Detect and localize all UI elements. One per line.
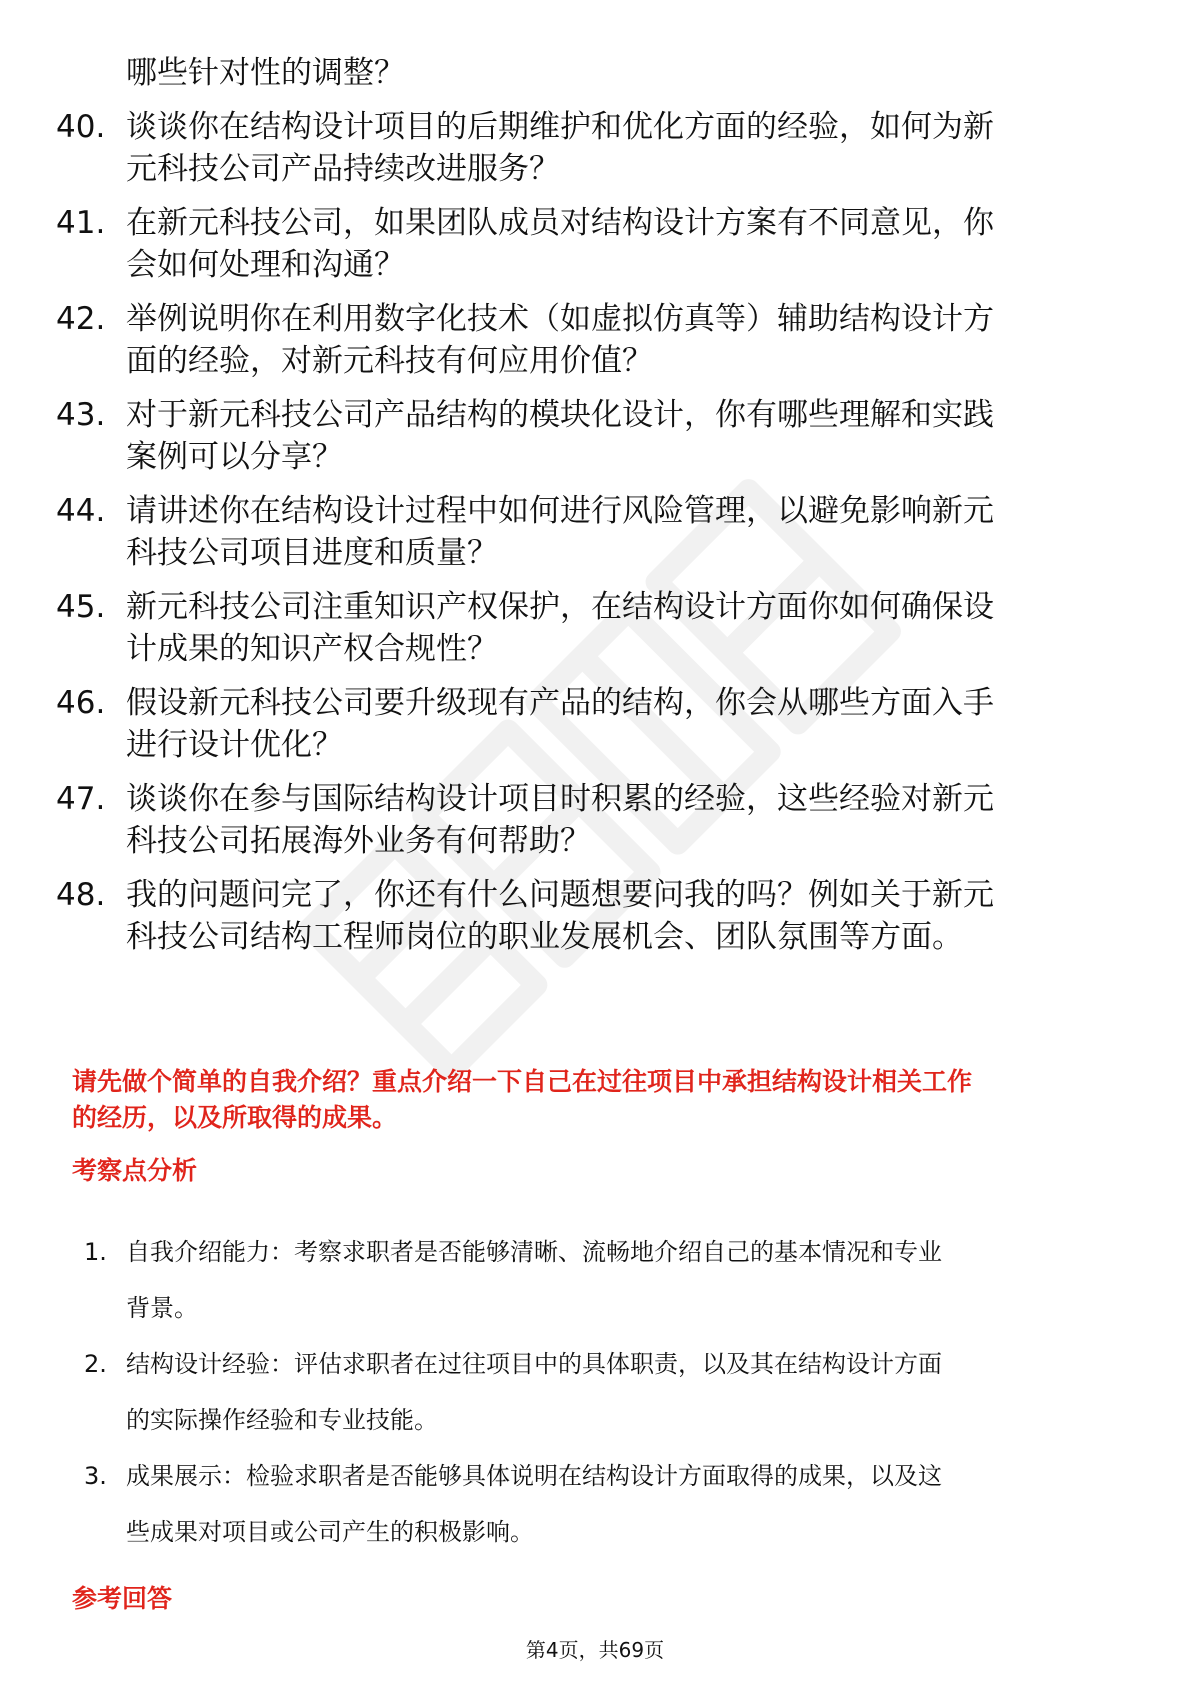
question-text: 谈谈你在结构设计项目的后期维护和优化方面的经验，如何为新 元科技公司产品持续改进服务？ xyxy=(126,109,994,187)
question-text: 假设新元科技公司要升级现有产品的结构，你会从哪些方面入手 进行设计优化？ xyxy=(126,685,994,763)
page-footer: 第4页，共69页 xyxy=(525,1638,665,1662)
question-number: 48. xyxy=(56,877,106,913)
question-text: 请讲述你在结构设计过程中如何进行风险管理，以避免影响新元 科技公司项目进度和质量？ xyxy=(126,493,994,571)
question-text: 新元科技公司注重知识产权保护，在结构设计方面你如何确保设 计成果的知识产权合规性？ xyxy=(126,589,994,667)
reference-answer-heading: 参考回答 xyxy=(72,1584,173,1613)
question-number: 44. xyxy=(56,493,106,529)
question-text: 举例说明你在利用数字化技术（如虚拟仿真等）辅助结构设计方 面的经验，对新元科技有何应用价值？ xyxy=(126,301,994,379)
analysis-text: 结构设计经验：评估求职者在过往项目中的具体职责，以及其在结构设计方面 的实际操作经验和专业技能。 xyxy=(126,1350,942,1434)
question-text: 谈谈你在参与国际结构设计项目时积累的经验，这些经验对新元 科技公司拓展海外业务有何帮助？ xyxy=(126,781,994,859)
question-number: 42. xyxy=(56,301,106,337)
question-number: 47. xyxy=(56,781,106,817)
question-number: 43. xyxy=(56,397,106,433)
analysis-number: 1. xyxy=(84,1238,107,1266)
continuation-text: 哪些针对性的调整？ xyxy=(126,55,405,91)
question-text: 对于新元科技公司产品结构的模块化设计，你有哪些理解和实践 案例可以分享？ xyxy=(126,397,994,475)
question-number: 45. xyxy=(56,589,106,625)
question-number: 40. xyxy=(56,109,106,145)
featured-question: 请先做个简单的自我介绍？重点介绍一下自己在过往项目中承担结构设计相关工作 的经历，以及所取得的成果。 xyxy=(72,1067,973,1132)
analysis-text: 成果展示：检验求职者是否能够具体说明在结构设计方面取得的成果，以及这 些成果对项目或公司产生的积极影响。 xyxy=(126,1462,942,1546)
analysis-heading: 考察点分析 xyxy=(72,1156,198,1185)
analysis-text: 自我介绍能力：考察求职者是否能够清晰、流畅地介绍自己的基本情况和专业 背景。 xyxy=(126,1238,942,1322)
question-number: 46. xyxy=(56,685,106,721)
analysis-number: 2. xyxy=(84,1350,107,1378)
question-text: 我的问题问完了，你还有什么问题想要问我的吗？例如关于新元 科技公司结构工程师岗位的职业发展机会、团队氛围等方面。 xyxy=(126,877,994,955)
question-text: 在新元科技公司，如果团队成员对结构设计方案有不同意见，你 会如何处理和沟通？ xyxy=(126,205,994,283)
analysis-number: 3. xyxy=(84,1462,107,1490)
question-number: 41. xyxy=(56,205,106,241)
